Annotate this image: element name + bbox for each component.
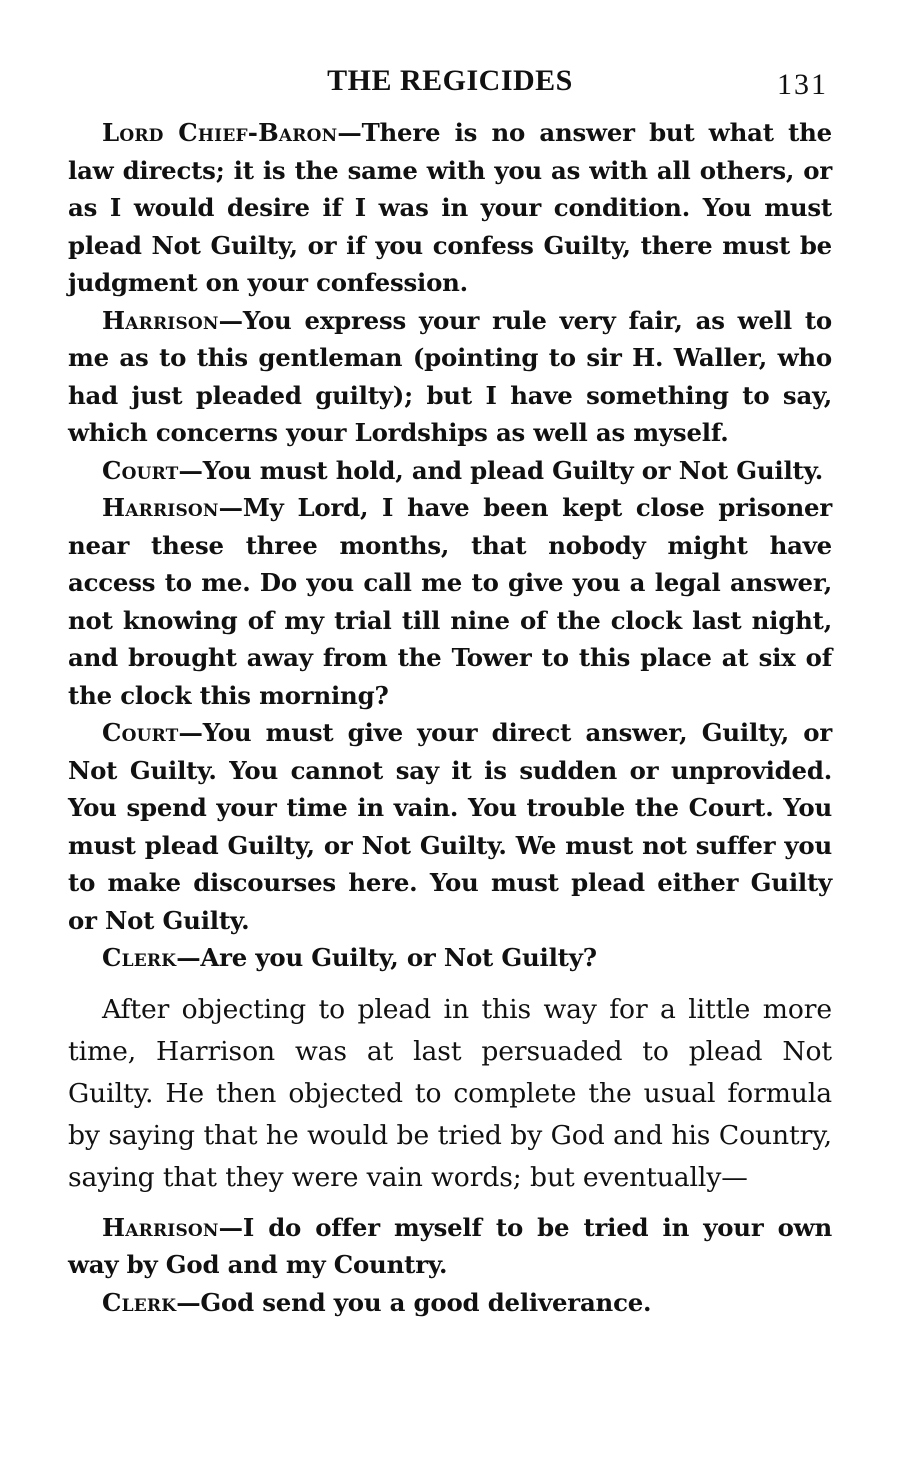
narrative-paragraph: After objecting to plead in this way for a little more time, Harrison was at last persuaded to plead Not Guilty. He then objected to complete the usual formula by saying that he would be tried by God and his Country, saying that they were vain words; but eventually— [68, 993, 832, 1193]
dialogue-text: —Are you Guilty, or Not Guilty? [176, 943, 597, 972]
dialogue-paragraph [68, 452, 832, 490]
dialogue-text: —There is no answer but what the law directs; it is the same with you as with all others, or as I would desire if I was in your condition. You must plead Not Guilty, or if you confess Guilty, there must be judgment on your confession. [68, 118, 832, 297]
dialogue-paragraph [68, 114, 832, 302]
speaker-name: Harrison [102, 1212, 219, 1242]
dialogue-paragraph [68, 302, 832, 452]
speaker-name: Clerk [102, 1287, 177, 1317]
dialogue-text: —You must give your direct answer, Guilty, or Not Guilty. You cannot say it is sudden or unprovided. You spend your time in vain. You trouble the Court. You must plead Guilty, or Not Guilty. We must not suffer you to make discourses here. You must plead either Guilty or Not Guilty. [68, 718, 832, 935]
dialogue-text: —God send you a good deliverance. [176, 1287, 652, 1317]
dialogue-text: —You must hold, and plead Guilty or Not Guilty. [178, 455, 824, 485]
running-title: THE REGICIDES [327, 64, 573, 97]
page-number: 131 [777, 68, 828, 101]
dialogue-paragraph [68, 939, 832, 977]
speaker-name: Court [102, 718, 179, 747]
dialogue-paragraph [68, 714, 832, 939]
dialogue-paragraph [68, 1209, 832, 1284]
speaker-name: Lord Chief-Baron [102, 118, 338, 147]
dialogue-paragraph [68, 1284, 832, 1322]
speaker-name: Harrison [102, 493, 219, 522]
running-head [68, 62, 832, 114]
dialogue-text: —My Lord, I have been kept close prisoner near these three months, that nobody might have access to me. Do you call me to give you a legal answer, not knowing of my trial till nine of the clock last night, and brought away from the Tower to this place at six of the clock this morning? [68, 493, 832, 710]
speaker-name: Clerk [102, 943, 177, 972]
dialogue-paragraph [68, 489, 832, 714]
dialogue-text: —You express your rule very fair, as well to me as to this gentleman (pointing to sir H. Waller, who had just pleaded guilty); but I have something to say, which concerns your Lordships as well as myself. [68, 305, 832, 447]
dialogue-text: —I do offer myself to be tried in your own way by God and my Country. [68, 1212, 832, 1279]
book-page [68, 62, 832, 1321]
speaker-name: Court [102, 455, 179, 485]
speaker-name: Harrison [102, 305, 219, 335]
